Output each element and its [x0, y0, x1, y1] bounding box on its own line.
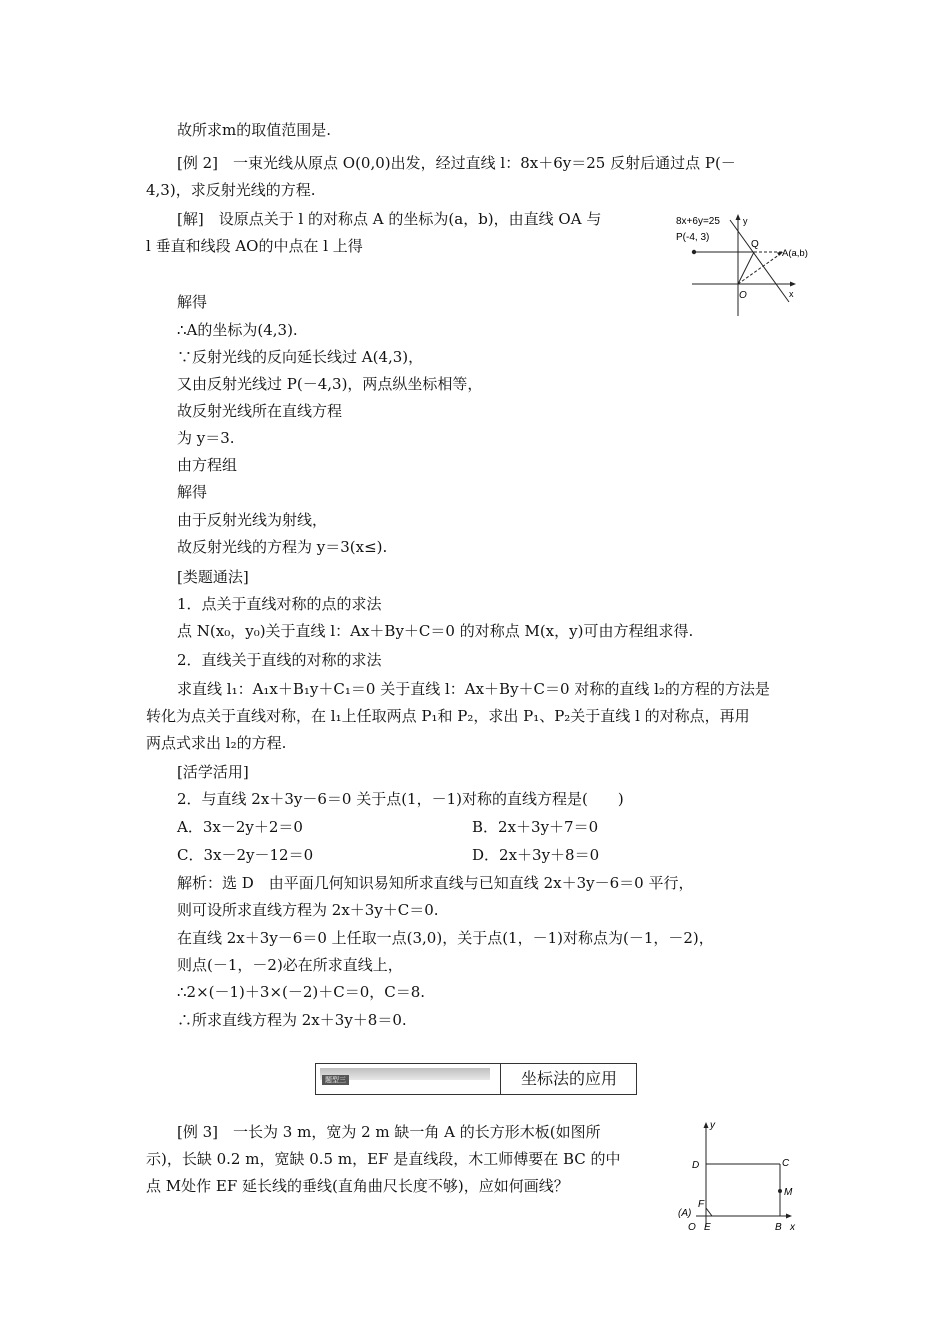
text-line: 解得 [177, 483, 208, 501]
point-q-label: Q [751, 239, 759, 250]
text-line: 两点式求出 l₂的方程. [146, 734, 287, 752]
origin-label: O [688, 1222, 696, 1233]
text-line: ∴2×(－1)＋3×(－2)＋C＝0，C＝8. [177, 983, 426, 1001]
text-line: 故反射光线所在直线方程 [177, 402, 343, 420]
text-line: 由于反射光线为射线， [177, 511, 328, 529]
y-axis-label: y [710, 1120, 715, 1131]
point-d-label: D [692, 1160, 700, 1171]
x-axis-label: x [789, 289, 794, 299]
section-header [315, 1063, 637, 1095]
point-f-label: F [698, 1199, 705, 1210]
reflection-figure [672, 206, 808, 318]
text-line: 1．点关于直线对称的点的求法 [177, 595, 382, 613]
point-p-label: P(-4, 3) [676, 232, 710, 243]
line-label: 8x+6y=25 [676, 216, 720, 227]
point-a-label: (A) [678, 1208, 692, 1219]
text-line: ∵反射光线的反向延长线过 A(4,3)， [177, 348, 424, 366]
text-line: 点 N(x₀，y₀)关于直线 l：Ax＋By＋C＝0 的对称点 M(x，y)可由方程组求得. [177, 622, 694, 640]
point-b-label: B [775, 1222, 782, 1233]
text-line: 求直线 l₁：A₁x＋B₁y＋C₁＝0 关于直线 l：Ax＋By＋C＝0 对称的直线 l₂的方程的方法是 [177, 680, 770, 698]
text-line: 则点(－1，－2)必在所求直线上， [177, 956, 403, 974]
text-line: 则可设所求直线方程为 2x＋3y＋C＝0. [177, 901, 439, 919]
text-line: 为 y＝3. [177, 429, 235, 447]
example-2-line: [例 2] 一束光线从原点 O(0,0)出发，经过直线 l：8x＋6y＝25 反射后通过点 P(－ [177, 154, 736, 172]
text-line: 2．直线关于直线的对称的求法 [177, 651, 382, 669]
origin-label: O [739, 290, 747, 301]
text-line: 解得 [177, 293, 208, 311]
section-title: 坐标法的应用 [500, 1064, 637, 1094]
option-b: B．2x＋3y＋7＝0 [472, 818, 599, 836]
text-line: 故反射光线的方程为 y＝3(x≤). [177, 538, 388, 556]
answer-line: 解析：选 D 由平面几何知识易知所求直线与已知直线 2x＋3y－6＝0 平行， [177, 874, 694, 892]
text-line: 转化为点关于直线对称，在 l₁上任取两点 P₁和 P₂，求出 P₁、P₂关于直线 l 的对称点，再用 [146, 707, 750, 725]
question-line: 2．与直线 2x＋3y－6＝0 关于点(1，－1)对称的直线方程是( ) [177, 790, 624, 808]
option-a: A．3x－2y＋2＝0 [177, 818, 303, 836]
point-c-label: C [782, 1158, 790, 1169]
section-tag-text: 题型三 [322, 1075, 349, 1085]
text-line: 又由反射光线过 P(－4,3)，两点纵坐标相等， [177, 375, 483, 393]
point-m-label: M [784, 1187, 793, 1198]
example-3-line: [例 3] 一长为 3 m，宽为 2 m 缺一角 A 的长方形木板(如图所 [177, 1123, 601, 1141]
solution-line: [解] 设原点关于 l 的对称点 A 的坐标为(a，b)，由直线 OA 与 [177, 210, 602, 228]
option-c: C．3x－2y－12＝0 [177, 846, 314, 864]
text-line: 在直线 2x＋3y－6＝0 上任取一点(3,0)，关于点(1，－1)对称点为(－1，－2)， [177, 929, 714, 947]
text-line: 示)，长缺 0.2 m，宽缺 0.5 m，EF 是直线段，木工师傅要在 BC 的中 [146, 1150, 621, 1168]
y-axis-label: y [743, 216, 748, 226]
text-line: 点 M处作 EF 延长线的垂线(直角曲尺长度不够)，应如何画线？ [146, 1177, 569, 1195]
text-line: l 垂直和线段 AO的中点在 l 上得 [146, 237, 363, 255]
point-e-label: E [704, 1222, 711, 1233]
option-d: D．2x＋3y＋8＝0 [472, 846, 600, 864]
text-line: ∴所求直线方程为 2x＋3y＋8＝0. [177, 1011, 407, 1029]
heading-practice: [活学活用] [177, 763, 249, 781]
board-figure [672, 1118, 812, 1236]
point-a-label: A(a,b) [782, 248, 808, 259]
text-line: 由方程组 [177, 456, 238, 474]
text-line: 故所求m的取值范围是. [177, 121, 331, 139]
section-tag [320, 1068, 490, 1084]
x-axis-label: x [790, 1222, 795, 1233]
text-line: 4,3)，求反射光线的方程. [146, 181, 316, 199]
heading-method: [类题通法] [177, 568, 249, 586]
text-line: ∴A的坐标为(4,3). [177, 321, 298, 339]
